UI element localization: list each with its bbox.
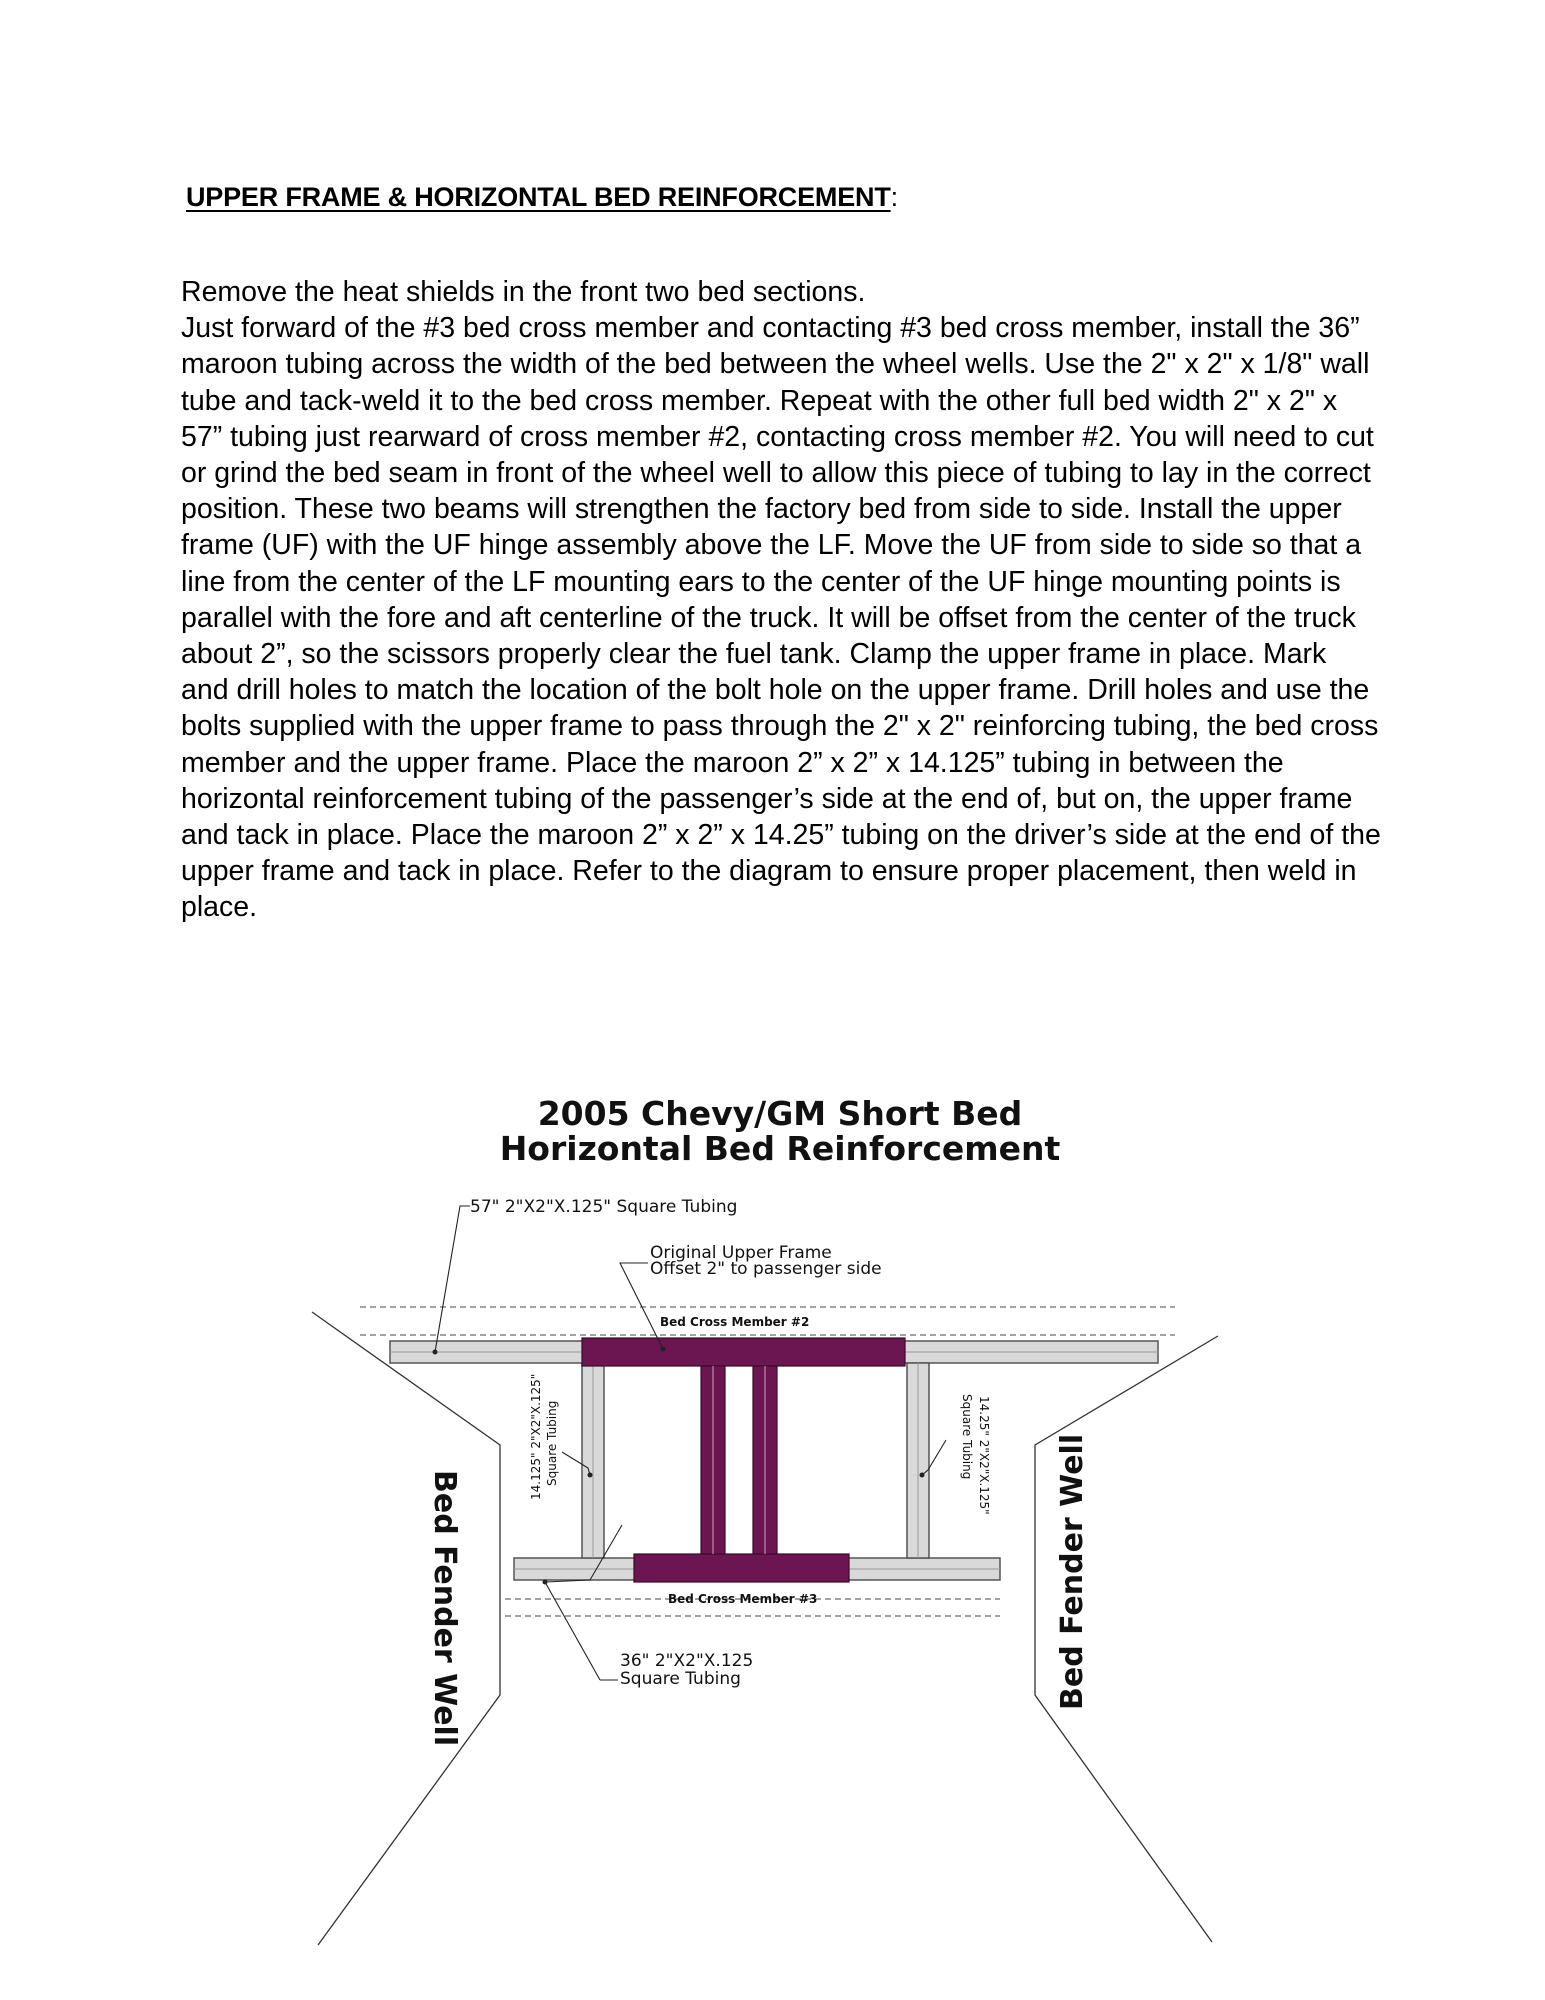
upper-frame-top-bar xyxy=(582,1338,905,1366)
section-heading-colon: : xyxy=(890,182,898,212)
label-left-fender-well: Bed Fender Well xyxy=(427,1470,462,1747)
label-right-vertical-2: Square Tubing xyxy=(960,1394,974,1480)
leader-dots xyxy=(433,1347,925,1585)
diagram-title-line-2: Horizontal Bed Reinforcement xyxy=(499,1129,1061,1168)
diagram-title-line-1: 2005 Chevy/GM Short Bed xyxy=(537,1094,1023,1133)
label-36-inch-tubing-2: Square Tubing xyxy=(620,1669,741,1689)
left-fender-outline xyxy=(312,1312,500,1945)
label-upper-frame-1: Original Upper Frame xyxy=(650,1243,832,1263)
label-left-vertical-1: 14.125" 2"X2"X.125" xyxy=(529,1373,543,1500)
label-cross-member-3: Bed Cross Member #3 xyxy=(668,1592,818,1606)
upper-frame xyxy=(582,1338,905,1582)
label-right-fender-well: Bed Fender Well xyxy=(1055,1433,1090,1710)
upper-frame-bottom-bar xyxy=(634,1554,849,1582)
label-left-vertical-2: Square Tubing xyxy=(545,1400,559,1486)
label-cross-member-2: Bed Cross Member #2 xyxy=(660,1315,810,1329)
instruction-paragraph-1: Remove the heat shields in the front two bed sections. xyxy=(181,276,866,308)
section-heading-text: UPPER FRAME & HORIZONTAL BED REINFORCEMENT xyxy=(186,182,891,212)
label-upper-frame-2: Offset 2" to passenger side xyxy=(650,1259,882,1279)
label-right-vertical-1: 14.25" 2"X2"X.125" xyxy=(977,1396,991,1515)
label-57-inch-tubing: 57" 2"X2"X.125" Square Tubing xyxy=(470,1197,738,1217)
label-36-inch-tubing-1: 36" 2"X2"X.125 xyxy=(620,1651,754,1671)
instruction-paragraph-2: Just forward of the #3 bed cross member and contacting #3 bed cross member, install the 36” maroon tubing across the width of the bed between the wheel wells. Use the 2" x 2" x 1/8" wall tube and tack-weld it to the bed cross member. Repeat with the other full bed width 2" x 2" x 57” tubing just rearward of cross member #2, contacting cross member #2. You will need to cut or grind the bed seam in front of the wheel well to allow this piece of tubing to lay in the correct position. These two beams will strengthen the factory bed from side to side. Install the upper frame (UF) with the UF hinge assembly above the LF. Move the UF from side to side so that a line from the center of the LF mounting ears to the center of the UF hinge mounting points is parallel with the fore and aft centerline of the truck. It will be offset from the center of the truck about 2”, so the scissors properly clear the fuel tank. Clamp the upper frame in place. Mark and drill holes to match the location of the bolt hole on the upper frame. Drill holes and use the bolts supplied with the upper frame to pass through the 2" x 2" reinforcing tubing, the bed cross member and the upper frame. Place the maroon 2” x 2” x 14.125” tubing in between the horizontal reinforcement tubing of the passenger’s side at the end of, but on, the upper frame and tack in place. Place the maroon 2” x 2” x 14.25” tubing on the driver’s side at the end of the upper frame and tack in place. Refer to the diagram to ensure proper placement, then weld in place. xyxy=(181,312,1381,924)
